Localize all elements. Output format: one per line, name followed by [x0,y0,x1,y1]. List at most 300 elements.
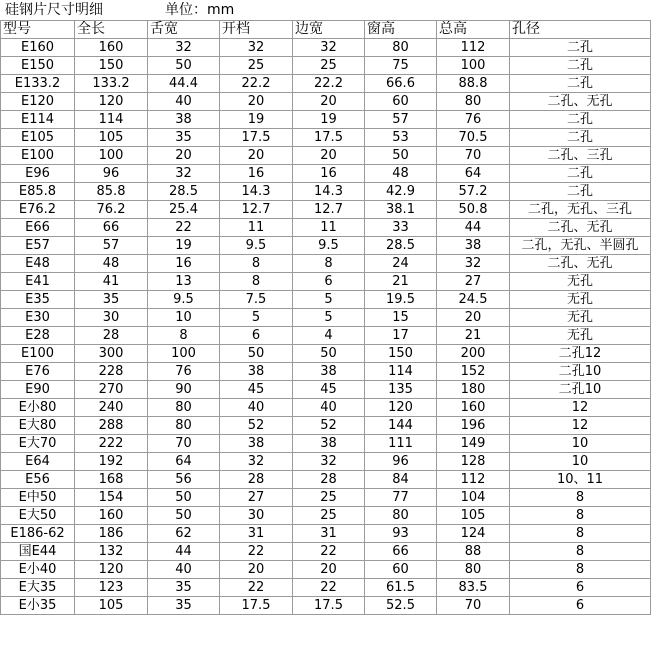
table-cell: 35 [75,291,148,309]
table-cell: 40 [220,399,293,417]
table-cell: 120 [75,93,148,111]
table-cell: 12.7 [220,201,293,219]
model-cell: E133.2 [1,75,75,93]
table-cell: 66.6 [365,75,437,93]
table-cell: 6 [510,597,651,615]
table-cell: 120 [75,561,148,579]
table-cell: 150 [365,345,437,363]
table-cell: 8 [510,543,651,561]
table-cell: 32 [220,453,293,471]
table-cell: 15 [365,309,437,327]
table-cell: 28.5 [148,183,220,201]
table-cell: 38 [293,435,365,453]
table-cell: 112 [437,39,510,57]
table-cell: 105 [75,597,148,615]
table-cell: 154 [75,489,148,507]
table-cell: 5 [220,309,293,327]
table-cell: 80 [365,507,437,525]
table-cell: 44 [148,543,220,561]
table-row [1,237,651,255]
table-cell: 105 [75,129,148,147]
model-cell: E100 [1,345,75,363]
table-row [1,399,651,417]
table-cell: 288 [75,417,148,435]
table-cell: 28.5 [365,237,437,255]
table-cell: 10 [148,309,220,327]
table-cell: 40 [148,93,220,111]
table-cell: 17 [365,327,437,345]
model-cell: E90 [1,381,75,399]
table-cell: 52 [220,417,293,435]
table-cell: 30 [75,309,148,327]
model-cell: E76 [1,363,75,381]
table-cell: 35 [148,129,220,147]
table-cell: 35 [148,579,220,597]
table-row [1,165,651,183]
table-cell: 64 [148,453,220,471]
model-cell: E105 [1,129,75,147]
table-row [1,255,651,273]
table-cell: 80 [365,39,437,57]
table-cell: 38 [437,237,510,255]
table-cell: 二孔 [510,75,651,93]
table-cell: 50 [293,345,365,363]
table-cell: 60 [365,93,437,111]
table-cell: 21 [437,327,510,345]
table-row [1,291,651,309]
table-row [1,219,651,237]
model-cell: E中50 [1,489,75,507]
table-cell: 20 [220,561,293,579]
table-cell: 57.2 [437,183,510,201]
table-row [1,309,651,327]
table-cell: 二孔12 [510,345,651,363]
table-cell: 24 [365,255,437,273]
table-cell: 64 [437,165,510,183]
table-cell: 25 [293,507,365,525]
table-cell: 124 [437,525,510,543]
table-cell: 90 [148,381,220,399]
table-cell: 10、11 [510,471,651,489]
table-cell: 38 [220,435,293,453]
table-cell: 112 [437,471,510,489]
table-cell: 9.5 [220,237,293,255]
model-cell: E大35 [1,579,75,597]
table-cell: 二孔 [510,129,651,147]
table-row [1,327,651,345]
table-cell: 20 [220,93,293,111]
table-cell: 128 [437,453,510,471]
table-cell: 4 [293,327,365,345]
table-row [1,561,651,579]
table-cell: 32 [220,39,293,57]
model-cell: 国E44 [1,543,75,561]
table-cell: 196 [437,417,510,435]
table-row [1,93,651,111]
table-cell: 270 [75,381,148,399]
table-cell: 77 [365,489,437,507]
table-cell: 52 [293,417,365,435]
table-cell: 96 [75,165,148,183]
model-cell: E大80 [1,417,75,435]
table-cell: 57 [75,237,148,255]
table-cell: 22 [220,579,293,597]
model-cell: E66 [1,219,75,237]
table-cell: 8 [510,525,651,543]
table-cell: 96 [365,453,437,471]
table-cell: 100 [75,147,148,165]
table-cell: 44.4 [148,75,220,93]
column-header: 窗高 [365,21,437,39]
table-cell: 25 [293,57,365,75]
header-row [1,21,651,39]
table-cell: 27 [220,489,293,507]
table-cell: 135 [365,381,437,399]
table-cell: 22 [148,219,220,237]
table-cell: 32 [293,39,365,57]
table-cell: 152 [437,363,510,381]
table-cell: 19 [220,111,293,129]
table-row [1,147,651,165]
model-cell: E小35 [1,597,75,615]
table-cell: 二孔10 [510,363,651,381]
table-cell: 6 [293,273,365,291]
column-header: 孔径 [510,21,651,39]
table-cell: 50 [148,507,220,525]
table-cell: 57 [365,111,437,129]
model-cell: E57 [1,237,75,255]
table-cell: 20 [220,147,293,165]
table-cell: 二孔、无孔 [510,219,651,237]
model-cell: E大50 [1,507,75,525]
table-cell: 35 [148,597,220,615]
table-cell: 32 [293,453,365,471]
table-row [1,111,651,129]
table-cell: 88.8 [437,75,510,93]
table-cell: 80 [148,399,220,417]
model-cell: E76.2 [1,201,75,219]
table-cell: 41 [75,273,148,291]
table-cell: 无孔 [510,309,651,327]
model-cell: E大70 [1,435,75,453]
title-row [0,0,651,20]
table-cell: 200 [437,345,510,363]
table-cell: 20 [293,561,365,579]
table-cell: 66 [365,543,437,561]
table-cell: 8 [510,507,651,525]
table-cell: 32 [437,255,510,273]
table-cell: 无孔 [510,327,651,345]
table-cell: 二孔 [510,57,651,75]
model-cell: E114 [1,111,75,129]
table-cell: 22 [293,579,365,597]
table-cell: 19.5 [365,291,437,309]
table-cell: 53 [365,129,437,147]
table-cell: 70 [437,597,510,615]
table-cell: 无孔 [510,291,651,309]
model-cell: E150 [1,57,75,75]
unit-label: 单位：mm [165,2,235,18]
table-cell: 二孔 [510,183,651,201]
table-row [1,471,651,489]
table-cell: 83.5 [437,579,510,597]
table-cell: 8 [220,273,293,291]
table-cell: 二孔 [510,165,651,183]
model-cell: E100 [1,147,75,165]
table-cell: 168 [75,471,148,489]
table-row [1,543,651,561]
table-cell: 20 [148,147,220,165]
table-cell: 17.5 [220,129,293,147]
table-cell: 144 [365,417,437,435]
table-cell: 31 [220,525,293,543]
table-cell: 无孔 [510,273,651,291]
table-cell: 7.5 [220,291,293,309]
table-row [1,381,651,399]
table-cell: 22.2 [220,75,293,93]
table-cell: 16 [293,165,365,183]
table-row [1,525,651,543]
table-cell: 52.5 [365,597,437,615]
table-cell: 25 [293,489,365,507]
table-cell: 100 [148,345,220,363]
table-row [1,363,651,381]
table-cell: 32 [148,165,220,183]
table-cell: 14.3 [293,183,365,201]
table-cell: 32 [148,39,220,57]
table-cell: 76 [148,363,220,381]
table-cell: 12.7 [293,201,365,219]
table-cell: 25 [220,57,293,75]
table-cell: 二孔 [510,111,651,129]
table-row [1,75,651,93]
table-cell: 150 [75,57,148,75]
table-row [1,201,651,219]
model-cell: E186-62 [1,525,75,543]
table-cell: 二孔，无孔、半圆孔 [510,237,651,255]
table-row [1,57,651,75]
table-cell: 70.5 [437,129,510,147]
table-cell: 6 [510,579,651,597]
table-cell: 56 [148,471,220,489]
table-cell: 28 [75,327,148,345]
model-cell: E56 [1,471,75,489]
table-cell: 16 [220,165,293,183]
model-cell: E48 [1,255,75,273]
table-cell: 38 [148,111,220,129]
table-cell: 30 [220,507,293,525]
table-row [1,507,651,525]
table-cell: 88 [437,543,510,561]
table-cell: 17.5 [293,129,365,147]
table-row [1,273,651,291]
table-cell: 二孔、三孔 [510,147,651,165]
table-cell: 25.4 [148,201,220,219]
table-cell: 160 [75,507,148,525]
table-cell: 300 [75,345,148,363]
table-cell: 28 [220,471,293,489]
model-cell: E小80 [1,399,75,417]
table-cell: 38.1 [365,201,437,219]
table-cell: 105 [437,507,510,525]
table-cell: 240 [75,399,148,417]
model-cell: E96 [1,165,75,183]
table-cell: 33 [365,219,437,237]
table-cell: 17.5 [220,597,293,615]
table-cell: 17.5 [293,597,365,615]
table-cell: 48 [365,165,437,183]
table-cell: 50 [220,345,293,363]
table-cell: 42.9 [365,183,437,201]
table-cell: 二孔、无孔 [510,93,651,111]
table-cell: 27 [437,273,510,291]
table-cell: 80 [437,93,510,111]
table-cell: 84 [365,471,437,489]
table-row [1,183,651,201]
table-cell: 21 [365,273,437,291]
table-cell: 22 [220,543,293,561]
table-cell: 120 [365,399,437,417]
table-cell: 44 [437,219,510,237]
model-cell: E35 [1,291,75,309]
table-cell: 133.2 [75,75,148,93]
table-cell: 76 [437,111,510,129]
table-cell: 160 [75,39,148,57]
table-cell: 8 [148,327,220,345]
table-cell: 19 [293,111,365,129]
model-cell: E85.8 [1,183,75,201]
table-cell: 45 [220,381,293,399]
model-cell: E64 [1,453,75,471]
table-cell: 45 [293,381,365,399]
table-row [1,129,651,147]
table-cell: 二孔，无孔、三孔 [510,201,651,219]
table-cell: 20 [437,309,510,327]
table-cell: 12 [510,417,651,435]
column-header: 开档 [220,21,293,39]
table-cell: 62 [148,525,220,543]
table-row [1,345,651,363]
table-cell: 二孔10 [510,381,651,399]
table-row [1,453,651,471]
table-cell: 22 [293,543,365,561]
table-cell: 8 [510,561,651,579]
dimension-table [0,20,651,615]
table-cell: 11 [220,219,293,237]
table-cell: 60 [365,561,437,579]
table-cell: 二孔 [510,39,651,57]
table-cell: 40 [293,399,365,417]
model-cell: E小40 [1,561,75,579]
table-cell: 50.8 [437,201,510,219]
table-cell: 20 [293,93,365,111]
table-cell: 93 [365,525,437,543]
table-cell: 111 [365,435,437,453]
table-cell: 5 [293,309,365,327]
table-cell: 48 [75,255,148,273]
table-cell: 228 [75,363,148,381]
table-cell: 19 [148,237,220,255]
table-cell: 123 [75,579,148,597]
table-cell: 222 [75,435,148,453]
model-cell: E41 [1,273,75,291]
table-row [1,579,651,597]
column-header: 边宽 [293,21,365,39]
table-cell: 10 [510,453,651,471]
sheet-title: 硅钢片尺寸明细 [5,2,103,18]
table-cell: 80 [437,561,510,579]
table-cell: 10 [510,435,651,453]
column-header: 总高 [437,21,510,39]
table-cell: 70 [148,435,220,453]
table-cell: 5 [293,291,365,309]
table-cell: 20 [293,147,365,165]
model-cell: E120 [1,93,75,111]
table-cell: 38 [293,363,365,381]
table-cell: 22.2 [293,75,365,93]
table-cell: 186 [75,525,148,543]
table-cell: 38 [220,363,293,381]
table-cell: 8 [293,255,365,273]
table-cell: 160 [437,399,510,417]
table-cell: 8 [510,489,651,507]
table-row [1,597,651,615]
column-header: 舌宽 [148,21,220,39]
table-cell: 76.2 [75,201,148,219]
table-cell: 180 [437,381,510,399]
table-cell: 12 [510,399,651,417]
column-header: 全长 [75,21,148,39]
table-cell: 28 [293,471,365,489]
table-cell: 8 [220,255,293,273]
table-cell: 100 [437,57,510,75]
table-cell: 14.3 [220,183,293,201]
table-row [1,417,651,435]
table-cell: 104 [437,489,510,507]
table-cell: 70 [437,147,510,165]
model-cell: E160 [1,39,75,57]
table-row [1,435,651,453]
table-cell: 80 [148,417,220,435]
table-cell: 85.8 [75,183,148,201]
table-cell: 11 [293,219,365,237]
table-row [1,39,651,57]
table-cell: 61.5 [365,579,437,597]
table-cell: 114 [365,363,437,381]
table-cell: 9.5 [148,291,220,309]
table-cell: 40 [148,561,220,579]
model-cell: E28 [1,327,75,345]
table-cell: 50 [148,57,220,75]
table-cell: 50 [365,147,437,165]
table-cell: 13 [148,273,220,291]
table-cell: 16 [148,255,220,273]
table-cell: 6 [220,327,293,345]
model-cell: E30 [1,309,75,327]
table-cell: 75 [365,57,437,75]
table-cell: 132 [75,543,148,561]
table-cell: 50 [148,489,220,507]
column-header: 型号 [1,21,75,39]
table-row [1,489,651,507]
table-cell: 114 [75,111,148,129]
table-cell: 24.5 [437,291,510,309]
table-cell: 9.5 [293,237,365,255]
table-cell: 二孔、无孔 [510,255,651,273]
table-cell: 149 [437,435,510,453]
table-cell: 31 [293,525,365,543]
table-cell: 66 [75,219,148,237]
